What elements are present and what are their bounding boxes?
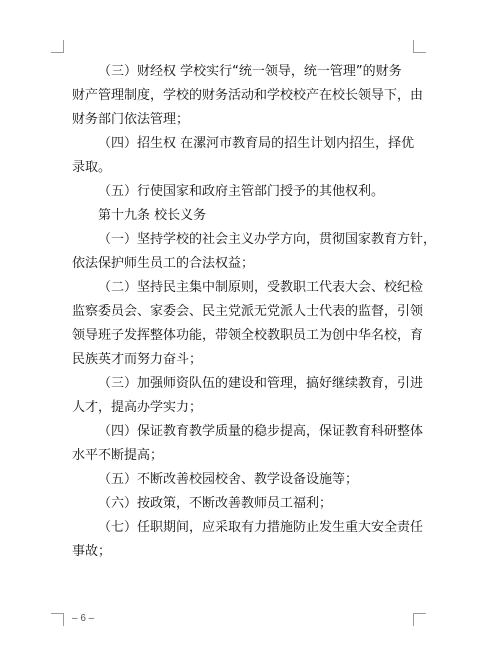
body-text-line: （五）不断改善校园校舍、教学设备设施等； — [98, 472, 359, 487]
body-text-line: 水平不断提高； — [72, 448, 164, 463]
body-text-line: 人才，提高办学实力； — [72, 400, 203, 415]
body-text-line: （一）坚持学校的社会主义办学方向，贯彻国家教育方针， — [98, 232, 437, 247]
section-heading: 第十九条 校长义务 — [98, 208, 207, 223]
body-text-line: 事故； — [72, 544, 112, 559]
body-text-line: （六）按政策，不断改善教师员工福利； — [98, 496, 333, 511]
body-text-line: 财务部门依法管理； — [72, 112, 190, 127]
body-text-line: 监察委员会、家委会、民主党派无党派人士代表的监督，引领 — [72, 304, 424, 319]
body-text-line: （三）加强师资队伍的建设和管理，搞好继续教育，引进 — [98, 376, 424, 391]
crop-mark-bottom-right — [413, 613, 414, 626]
crop-mark-top-left — [51, 52, 64, 53]
body-text-line: 民族英才而努力奋斗； — [72, 352, 203, 367]
body-text-line: （四）招生权 在漯河市教育局的招生计划内招生，择优 — [98, 136, 415, 151]
body-text-line: （二）坚持民主集中制原则，受教职工代表大会、校纪检 — [98, 280, 424, 295]
page-number: – 6 – — [72, 613, 95, 624]
body-text-line: （七）任职期间，应采取有力措施防止发生重大安全责任 — [98, 520, 424, 535]
body-text-line: 领导班子发挥整体功能，带领全校教职员工为创中华名校，育 — [72, 328, 424, 343]
crop-mark-bottom-right — [413, 613, 426, 614]
crop-mark-bottom-left — [63, 613, 64, 626]
crop-mark-top-right — [413, 52, 426, 53]
body-text-line: （五）行使国家和政府主管部门授予的其他权利。 — [98, 184, 385, 199]
crop-mark-bottom-left — [51, 613, 64, 614]
body-text-line: （四）保证教育教学质量的稳步提高，保证教育科研整体 — [98, 424, 424, 439]
body-text-line: 录取。 — [72, 160, 112, 175]
body-text-line: （三）财经权 学校实行“统一领导，统一管理”的财务 — [98, 64, 402, 79]
body-text-line: 财产管理制度，学校的财务活动和学校校产在校长领导下，由 — [72, 88, 424, 103]
body-text-line: 依法保护师生员工的合法权益； — [72, 256, 255, 271]
